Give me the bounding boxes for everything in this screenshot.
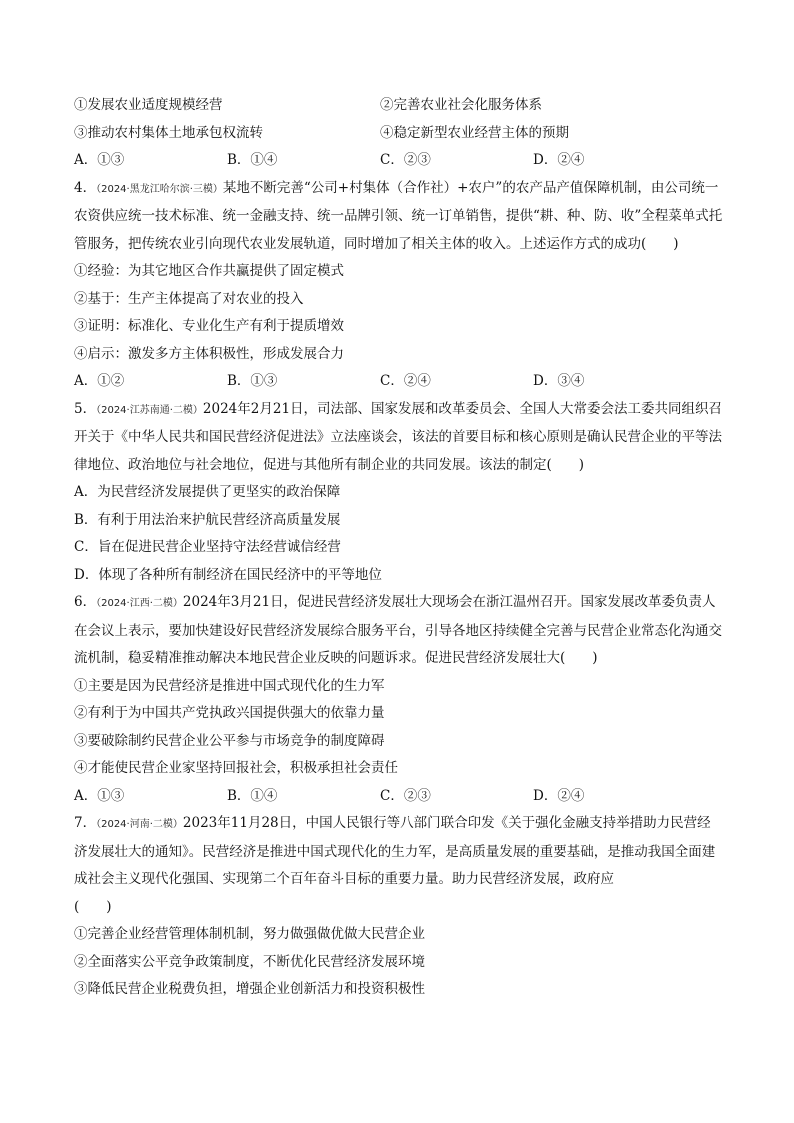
statement-3: ③降低民营企业税费负担，增强企业创新活力和投资积极性: [74, 981, 425, 997]
answer-option-a: A．①③: [74, 787, 125, 804]
answer-option-b: B．①④: [227, 152, 278, 168]
question-source: （2024·黑龙江哈尔滨·三模）: [96, 183, 223, 195]
answer-option-c: C．②③: [380, 787, 431, 804]
question-3-continued: [74, 92, 724, 175]
statement-1: ①发展农业适度规模经营: [74, 97, 223, 113]
question-number: 5．: [74, 400, 97, 417]
answer-option-d: D．②④: [533, 787, 585, 804]
answer-row: [74, 783, 724, 811]
question-text: 2023年11月28日，中国人民银行等八部门联合印发《关于强化金融支持举措助力民营经济发展壮大的通知》。民营经济是推进中国式现代化的生力军，是高质量发展的重要基础，是推动我国全面建成社会主义现代化强国、实现第二个百年奋斗目标的重要力量。助力民营经济发展，政府应: [74, 815, 716, 887]
statement-1: ①经验：为其它地区合作共赢提供了固定模式: [74, 263, 344, 279]
answer-option-d: D．②④: [533, 152, 585, 168]
answer-option-b: B．有利于用法治来护航民营经济高质量发展: [74, 511, 341, 528]
question-6: [74, 589, 724, 810]
question-source: （2024·江西·二模）: [96, 598, 183, 609]
statement-3: ③推动农村集体土地承包权流转: [74, 124, 263, 141]
answer-option-b: B．①③: [227, 373, 278, 389]
statement-2: ②完善农业社会化服务体系: [380, 97, 542, 113]
answer-option-d: D．③④: [533, 373, 585, 389]
statement-3: ③要破除制约民营企业公平参与市场竞争的制度障碍: [74, 732, 385, 749]
answer-bracket: ( ): [74, 898, 112, 915]
statement-row: [74, 92, 724, 120]
statement-2: ②有利于为中国共产党执政兴国提供强大的依靠力量: [74, 705, 385, 721]
page-content: [74, 92, 724, 1004]
answer-row: [74, 147, 724, 175]
question-number: 7．: [74, 815, 97, 831]
statement-1: ①主要是因为民营经济是推进中国式现代化的生力军: [74, 677, 385, 694]
answer-option-c: C．②④: [380, 373, 431, 389]
question-text: 某地不断完善“公司+村集体（合作社）+农户”的农产品产值保障机制，由公司统一农资供应统一技术标准、统一金融支持、统一品牌引领、统一订单销售，提供“耕、种、防、收”全程菜单式托管服务，把传统农业引向现代农业发展轨道，同时增加了相关主体的收入。上述运作方式的成功( ): [74, 179, 723, 252]
question-number: 4．: [74, 179, 97, 196]
statement-2: ②全面落实公平竞争政策制度，不断优化民营经济发展环境: [74, 953, 425, 970]
question-5: [74, 396, 724, 590]
question-stem: [74, 810, 724, 921]
question-4: [74, 175, 724, 396]
question-text: 2024年2月21日，司法部、国家发展和改革委员会、全国人大常委会法工委共同组织召开关于《中华人民共和国民营经济促进法》立法座谈会，该法的首要目标和核心原则是确认民营企业的平等法律地位、政治地位与社会地位，促进与其他所有制企业的共同发展。该法的制定( ): [74, 400, 723, 473]
answer-option-a: A．①②: [74, 373, 125, 389]
question-7: [74, 810, 724, 1004]
statement-4: ④启示：激发多方主体积极性，形成发展合力: [74, 345, 344, 362]
question-stem: [74, 175, 724, 259]
statement-4: ④才能使民营企业家坚持回报社会，积极承担社会责任: [74, 760, 398, 776]
statement-1: ①完善企业经营管理体制机制，努力做强做优做大民营企业: [74, 926, 425, 942]
answer-option-a: A．①③: [74, 152, 125, 168]
answer-option-c: C．旨在促进民营企业坚持守法经营诚信经营: [74, 539, 341, 555]
statement-row: [74, 120, 724, 148]
answer-row: [74, 368, 724, 396]
question-number: 6．: [74, 594, 97, 610]
statement-2: ②基于：生产主体提高了对农业的投入: [74, 290, 304, 307]
question-stem: [74, 589, 724, 673]
answer-option-d: D．体现了各种所有制经济在国民经济中的平等地位: [74, 566, 382, 583]
answer-option-c: C．②③: [380, 152, 431, 168]
answer-option-b: B．①④: [227, 787, 278, 804]
question-stem: [74, 396, 724, 480]
answer-option-a: A．为民营经济发展提供了更坚实的政治保障: [74, 484, 341, 500]
question-text: 2024年3月21日，促进民营经济发展壮大现场会在浙江温州召开。国家发展改革委负责人在会议上表示，要加快建设好民营经济发展综合服务平台，引导各地区持续健全完善与民营企业常态化沟通交流机制，稳妥精准推动解决本地民营企业反映的问题诉求。促进民营经济发展壮大( ): [74, 594, 722, 666]
statement-4: ④稳定新型农业经营主体的预期: [380, 124, 569, 141]
question-source: （2024·江苏南通·二模）: [96, 404, 203, 416]
statement-3: ③证明：标准化、专业化生产有利于提质增效: [74, 318, 344, 334]
question-source: （2024·河南·二模）: [96, 819, 183, 830]
